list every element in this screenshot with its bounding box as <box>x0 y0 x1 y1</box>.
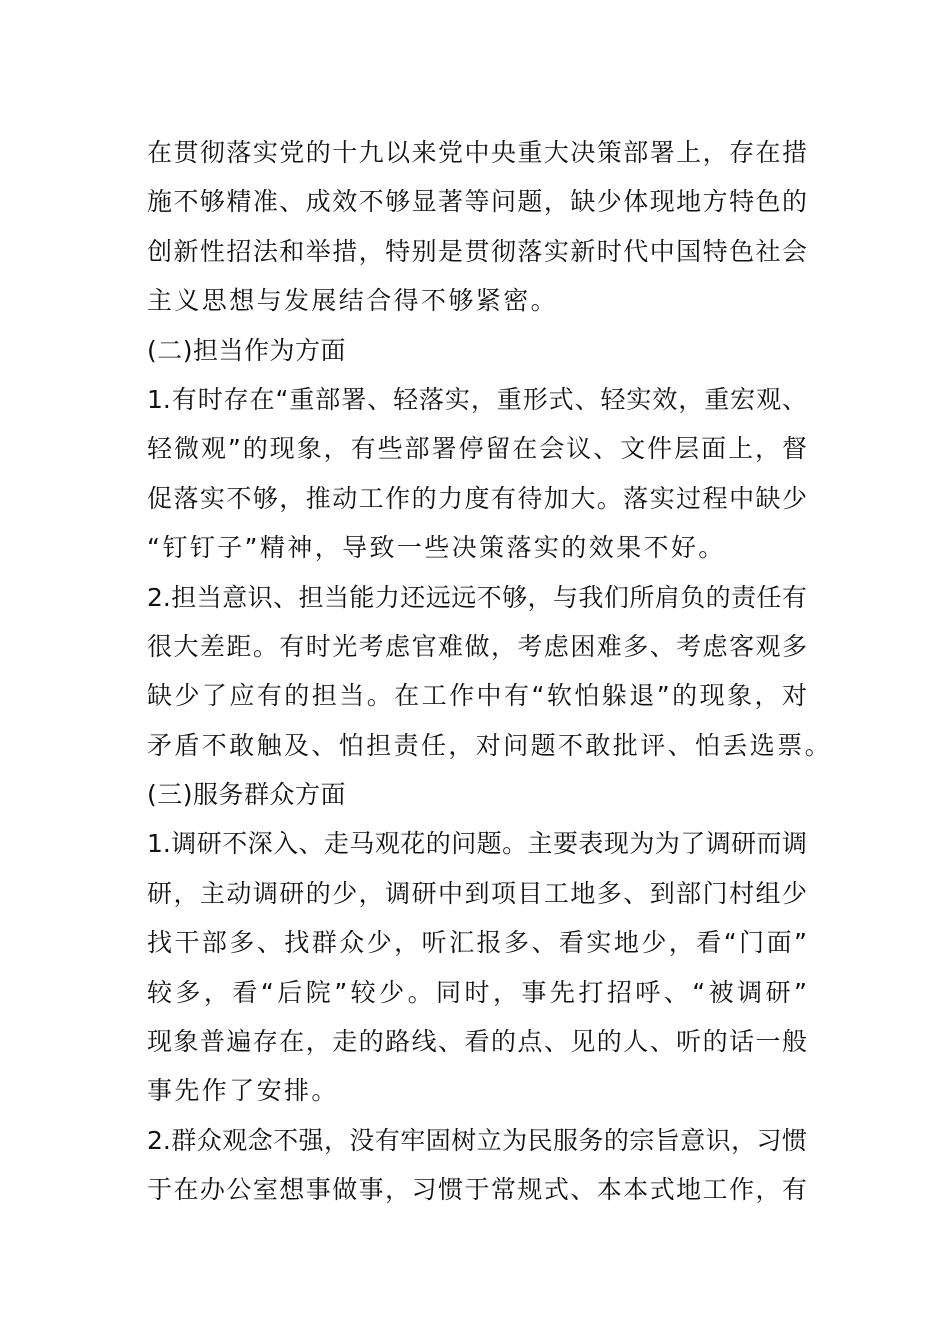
paragraph-line: 找干部多、找群众少，听汇报多、看实地少，看“门面” <box>147 928 807 958</box>
paragraph-line: 1.有时存在“重部署、轻落实，重形式、轻实效，重宏观、 <box>147 384 807 414</box>
paragraph-line: 在贯彻落实党的十九以来党中央重大决策部署上，存在措 <box>147 138 807 167</box>
section-heading: (三)服务群众方面 <box>147 780 347 810</box>
paragraph-line: 2.群众观念不强，没有牢固树立为民服务的宗旨意识，习惯 <box>147 1125 807 1155</box>
paragraph-line: “钉钉子”精神，导致一些决策落实的效果不好。 <box>147 533 726 563</box>
paragraph-line: 2.担当意识、担当能力还远远不够，与我们所肩负的责任有 <box>147 582 807 612</box>
paragraph-line: 1.调研不深入、走马观花的问题。主要表现为为了调研而调 <box>147 829 807 859</box>
paragraph-line: 创新性招法和举措，特别是贯彻落实新时代中国特色社会 <box>147 236 807 266</box>
paragraph-line: 施不够精准、成效不够显著等问题，缺少体现地方特色的 <box>147 187 807 217</box>
paragraph-line: 轻微观”的现象，有些部署停留在会议、文件层面上，督 <box>147 434 807 464</box>
paragraph-line: 事先作了安排。 <box>147 1076 339 1106</box>
paragraph-line: 促落实不够，推动工作的力度有待加大。落实过程中缺少 <box>147 483 807 513</box>
section-heading: (二)担当作为方面 <box>147 335 347 365</box>
document-body <box>147 128 833 1215</box>
paragraph-line: 缺少了应有的担当。在工作中有“软怕躲退”的现象，对 <box>147 681 807 711</box>
paragraph-line: 矛盾不敢触及、怕担责任，对问题不敢批评、怕丢选票。 <box>147 730 833 760</box>
paragraph-line: 于在办公室想事做事，习惯于常规式、本本式地工作，有 <box>147 1175 807 1205</box>
paragraph-line: 很大差距。有时光考虑官难做，考虑困难多、考虑客观多 <box>147 631 807 661</box>
paragraph-line: 现象普遍存在，走的路线、看的点、见的人、听的话一般 <box>147 1027 807 1057</box>
paragraph-line: 研，主动调研的少，调研中到项目工地多、到部门村组少 <box>147 878 807 908</box>
paragraph-line: 主义思想与发展结合得不够紧密。 <box>147 286 559 316</box>
paragraph-line: 较多，看“后院”较少。同时，事先打招呼、“被调研” <box>147 977 807 1007</box>
